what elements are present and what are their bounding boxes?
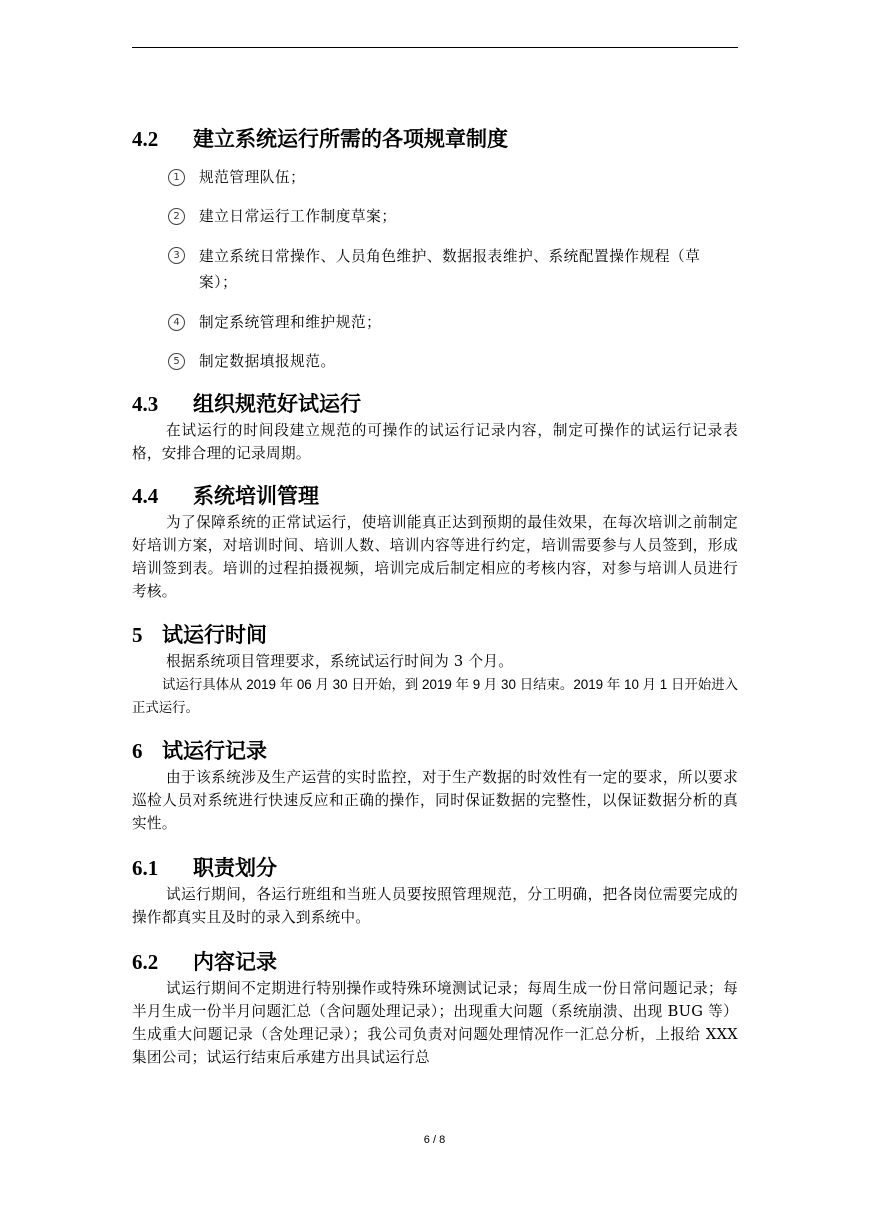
circled-number-2: 2 — [168, 208, 185, 225]
heading-4-3 — [132, 389, 738, 419]
paragraph-6: 由于该系统涉及生产运营的实时监控，对于生产数据的时效性有一定的要求，所以要求巡检人员对系统进行快速反应和正确的操作，同时保证数据的完整性，以保证数据分析的真实性。 — [132, 769, 738, 832]
heading-number: 6 — [132, 739, 143, 763]
heading-title: 试运行时间 — [162, 623, 267, 647]
heading-6-1 — [132, 853, 738, 883]
list-item-text: 制定系统管理和维护规范； — [199, 314, 382, 331]
heading-4-2 — [132, 124, 738, 154]
circled-number-1: 1 — [168, 169, 185, 186]
heading-number: 5 — [132, 623, 143, 647]
circled-number-5: 5 — [168, 353, 185, 370]
header-rule — [132, 47, 738, 48]
heading-number: 4.4 — [132, 484, 159, 508]
page-number: 6 / 8 — [423, 1134, 446, 1146]
paragraph-5-schedule: 试运行具体从 2019 年 06 月 30 日开始，到 2019 年 9 月 30 日结束。2019 年 10 月 1 日开始进入正式运行。 — [132, 677, 738, 715]
document-body — [132, 120, 738, 1069]
heading-title: 建立系统运行所需的各项规章制度 — [193, 127, 508, 151]
list-item — [132, 244, 738, 296]
paragraph-6-2: 试运行期间不定期进行特别操作或特殊环境测试记录；每周生成一份日常问题记录；每半月生成一份半月问题汇总（含问题处理记录）；出现重大问题（系统崩溃、出现 BUG 等）生成重大问题记录（含处理记录）；我公司负责对问题处理情况作一汇总分析，上报给 XXX 集团公司；试运行结束后承建方出具试运行总 — [132, 980, 738, 1066]
list-item — [132, 350, 738, 374]
heading-4-4 — [132, 481, 738, 511]
heading-number: 6.1 — [132, 856, 159, 880]
paragraph-4-3: 在试运行的时间段建立规范的可操作的试运行记录内容，制定可操作的试运行记录表格，安排合理的记录周期。 — [132, 422, 738, 462]
regulations-list — [132, 166, 738, 374]
heading-number: 4.2 — [132, 127, 159, 151]
list-item — [132, 311, 738, 335]
heading-title: 试运行记录 — [162, 739, 267, 763]
list-item-text: 建立系统日常操作、人员角色维护、数据报表维护、系统配置操作规程（草案）； — [199, 248, 701, 291]
list-item — [132, 166, 738, 190]
heading-5 — [132, 620, 738, 650]
list-item-text: 规范管理队伍； — [199, 169, 306, 186]
circled-number-4: 4 — [168, 314, 185, 331]
heading-title: 组织规范好试运行 — [193, 392, 361, 416]
circled-number-3: 3 — [168, 247, 185, 264]
heading-6-2 — [132, 947, 738, 977]
list-item-text: 建立日常运行工作制度草案； — [199, 208, 397, 225]
heading-title: 职责划分 — [193, 856, 277, 880]
paragraph-5-requirement: 根据系统项目管理要求，系统试运行时间为 3 个月。 — [166, 653, 514, 670]
list-item — [132, 205, 738, 229]
heading-title: 系统培训管理 — [193, 484, 319, 508]
heading-title: 内容记录 — [193, 950, 277, 974]
list-item-text: 制定数据填报规范。 — [199, 353, 336, 370]
heading-number: 6.2 — [132, 950, 159, 974]
heading-number: 4.3 — [132, 392, 159, 416]
paragraph-6-1: 试运行期间，各运行班组和当班人员要按照管理规范，分工明确，把各岗位需要完成的操作都真实且及时的录入到系统中。 — [132, 886, 738, 926]
heading-6 — [132, 736, 738, 766]
paragraph-4-4: 为了保障系统的正常试运行，使培训能真正达到预期的最佳效果，在每次培训之前制定好培训方案，对培训时间、培训人数、培训内容等进行约定，培训需要参与人员签到，形成培训签到表。培训的过程拍摄视频，培训完成后制定相应的考核内容，对参与培训人员进行考核。 — [132, 514, 738, 600]
